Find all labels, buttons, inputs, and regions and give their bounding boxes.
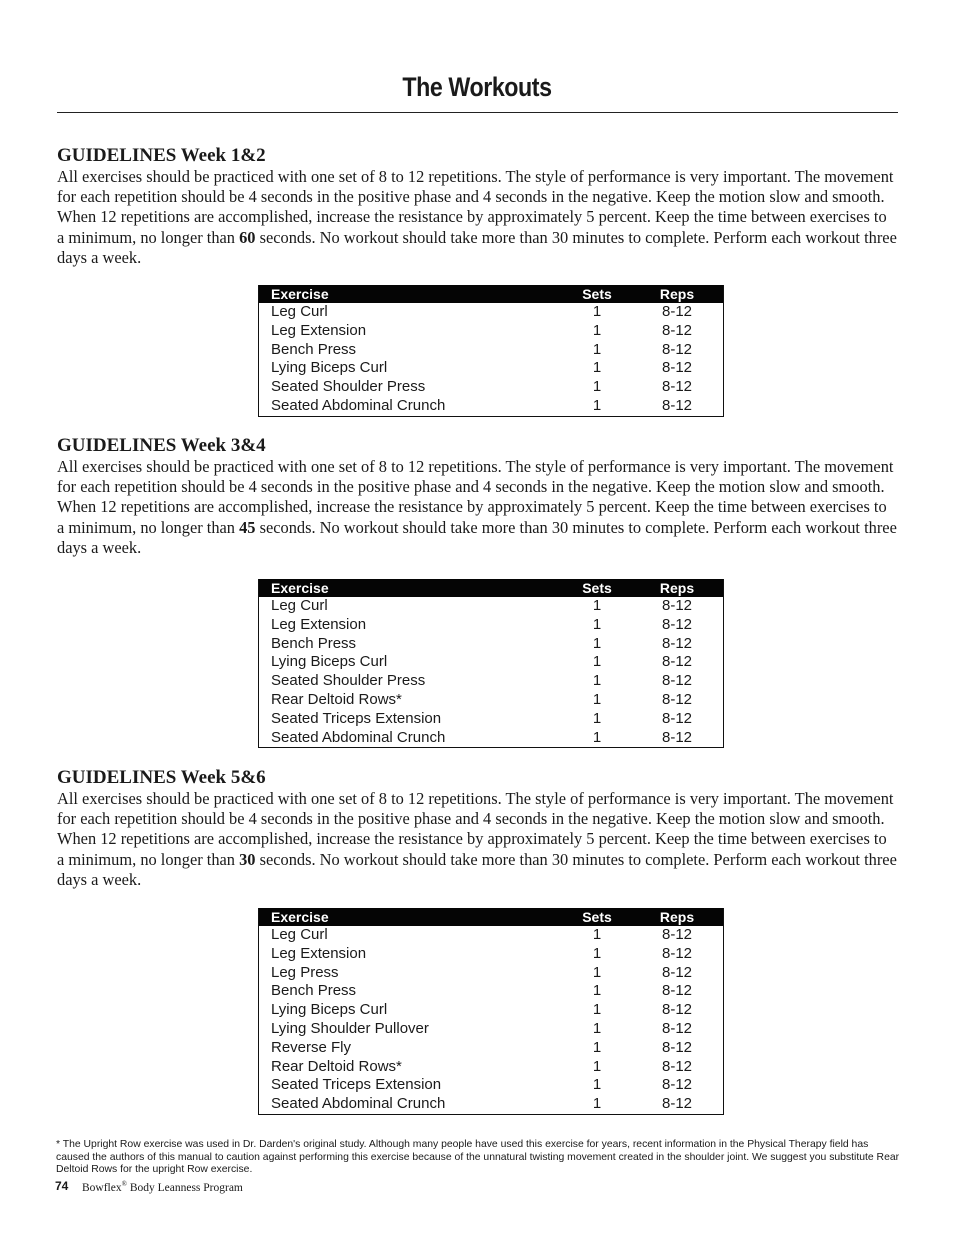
section-week-3-4 (57, 435, 898, 558)
body-text: seconds. No workout should take more than 30 minutes to complete. Perform each workout three days a week. (57, 227, 897, 267)
body-text: All exercises should be practiced with one set of 8 to 12 repetitions. The style of performance is very important. The movement for each repetition should be 4 seconds in the positive phase and 4 seconds in the negative. Keep the motion slow and smooth. When 12 repetitions are accomplished, increase the resistance by approximately 5 percent. Keep the time between exercises to a minimum, no longer than (57, 167, 894, 247)
table-body (259, 597, 723, 747)
exercise-cell: Seated Triceps Extension (271, 709, 442, 727)
header-exercise: Exercise (271, 909, 329, 925)
table-header (259, 908, 723, 926)
reps-cell: 8-12 (661, 672, 693, 690)
table-row (259, 1058, 723, 1077)
header-sets: Sets (582, 580, 612, 596)
body-text: seconds. No workout should take more than 30 minutes to complete. Perform each workout three days a week. (57, 849, 897, 889)
page-title: The Workouts (402, 72, 552, 102)
section-week-5-6 (57, 767, 898, 890)
table-row (259, 729, 723, 748)
table-row (259, 378, 723, 397)
sets-cell: 1 (592, 1001, 602, 1019)
brand-name: Bowflex (82, 1181, 122, 1194)
sets-cell: 1 (592, 303, 602, 320)
table-row (259, 1020, 723, 1039)
exercise-cell: Seated Abdominal Crunch (271, 728, 446, 746)
exercise-cell: Rear Deltoid Rows* (271, 1057, 402, 1075)
exercise-cell: Leg Extension (271, 321, 367, 339)
section-body (57, 457, 898, 558)
sets-cell: 1 (592, 709, 602, 727)
body-text: All exercises should be practiced with one set of 8 to 12 repetitions. The style of performance is very important. The movement for each repetition should be 4 seconds in the positive phase and 4 seconds in the negative. Keep the motion slow and smooth. When 12 repetitions are accomplished, increase the resistance by approximately 5 percent. Keep the time between exercises to a minimum, no longer than (57, 789, 894, 869)
reps-cell: 8-12 (661, 926, 693, 943)
section-week-1-2 (57, 145, 898, 268)
exercise-cell: Bench Press (271, 340, 357, 358)
table-row (259, 945, 723, 964)
header-reps: Reps (659, 286, 695, 302)
exercise-cell: Leg Curl (271, 926, 328, 943)
exercise-cell: Bench Press (271, 982, 357, 1000)
table-row (259, 359, 723, 378)
reps-cell: 8-12 (661, 728, 693, 746)
sets-cell: 1 (592, 944, 602, 962)
table-row (259, 1076, 723, 1095)
reps-cell: 8-12 (661, 1095, 693, 1113)
sets-cell: 1 (592, 653, 602, 671)
reps-cell: 8-12 (661, 303, 693, 320)
workout-table-week-3-4 (258, 579, 724, 748)
table-row (259, 1039, 723, 1058)
sets-cell: 1 (592, 963, 602, 981)
sets-cell: 1 (592, 597, 602, 614)
header-exercise: Exercise (271, 580, 329, 596)
table-header (259, 579, 723, 597)
sets-cell: 1 (592, 1038, 602, 1056)
sets-cell: 1 (592, 634, 602, 652)
exercise-cell: Seated Shoulder Press (271, 672, 426, 690)
sets-cell: 1 (592, 378, 602, 396)
footer-title (82, 1180, 243, 1194)
sets-cell: 1 (592, 340, 602, 358)
reps-cell: 8-12 (661, 615, 693, 633)
rest-seconds: 60 (239, 227, 256, 247)
footnote: * The Upright Row exercise was used in Dr. Darden's original study. Although many people have used this exercise for years, recent information in the Physical Therapy field has caused the authors of this manual to caution against performing this exercise because of the unnatural twisting movement created in the shoulder joint. We suggest you substitute Rear Deltoid Rows for the upright Row exercise. (56, 1139, 900, 1176)
rest-seconds: 30 (239, 849, 256, 869)
sets-cell: 1 (592, 982, 602, 1000)
sets-cell: 1 (592, 1095, 602, 1113)
reps-cell: 8-12 (661, 1019, 693, 1037)
program-name: Body Leanness Program (126, 1181, 243, 1194)
exercise-cell: Seated Abdominal Crunch (271, 1095, 446, 1113)
reps-cell: 8-12 (661, 359, 693, 377)
exercise-cell: Lying Biceps Curl (271, 1001, 388, 1019)
sets-cell: 1 (592, 1019, 602, 1037)
table-row (259, 926, 723, 945)
header-sets: Sets (582, 286, 612, 302)
exercise-cell: Bench Press (271, 634, 357, 652)
exercise-cell: Leg Press (271, 963, 339, 981)
reps-cell: 8-12 (661, 963, 693, 981)
table-row (259, 597, 723, 616)
section-body (57, 789, 898, 890)
reps-cell: 8-12 (661, 321, 693, 339)
section-body (57, 167, 898, 268)
sets-cell: 1 (592, 321, 602, 339)
table-row (259, 616, 723, 635)
table-row (259, 1095, 723, 1114)
header-sets: Sets (582, 909, 612, 925)
reps-cell: 8-12 (661, 1076, 693, 1094)
table-row (259, 341, 723, 360)
table-row (259, 1001, 723, 1020)
header-reps: Reps (659, 580, 695, 596)
table-row (259, 397, 723, 416)
reps-cell: 8-12 (661, 1001, 693, 1019)
sets-cell: 1 (592, 926, 602, 943)
table-row (259, 653, 723, 672)
sets-cell: 1 (592, 396, 602, 414)
exercise-cell: Rear Deltoid Rows* (271, 690, 402, 708)
section-heading: GUIDELINES Week 5&6 (57, 767, 266, 788)
exercise-cell: Seated Shoulder Press (271, 378, 426, 396)
workout-table-week-1-2 (258, 285, 724, 417)
body-text: All exercises should be practiced with one set of 8 to 12 repetitions. The style of performance is very important. The movement for each repetition should be 4 seconds in the positive phase and 4 seconds in the negative. Keep the motion slow and smooth. When 12 repetitions are accomplished, increase the resistance by approximately 5 percent. Keep the time between exercises to a minimum, no longer than (57, 457, 894, 537)
reps-cell: 8-12 (661, 690, 693, 708)
rest-seconds: 45 (239, 517, 256, 537)
reps-cell: 8-12 (661, 634, 693, 652)
exercise-cell: Reverse Fly (271, 1038, 352, 1056)
exercise-cell: Leg Extension (271, 615, 367, 633)
body-text: seconds. No workout should take more than 30 minutes to complete. Perform each workout three days a week. (57, 517, 897, 557)
table-row (259, 672, 723, 691)
header-exercise: Exercise (271, 286, 329, 302)
reps-cell: 8-12 (661, 396, 693, 414)
header-reps: Reps (659, 909, 695, 925)
table-header (259, 285, 723, 303)
title-divider (57, 112, 898, 113)
reps-cell: 8-12 (661, 982, 693, 1000)
sets-cell: 1 (592, 359, 602, 377)
reps-cell: 8-12 (661, 709, 693, 727)
workout-table-week-5-6 (258, 908, 724, 1115)
exercise-cell: Seated Triceps Extension (271, 1076, 442, 1094)
table-row (259, 322, 723, 341)
reps-cell: 8-12 (661, 597, 693, 614)
reps-cell: 8-12 (661, 1038, 693, 1056)
sets-cell: 1 (592, 1076, 602, 1094)
reps-cell: 8-12 (661, 653, 693, 671)
table-row (259, 635, 723, 654)
reps-cell: 8-12 (661, 378, 693, 396)
reps-cell: 8-12 (661, 1057, 693, 1075)
table-body (259, 303, 723, 416)
exercise-cell: Lying Biceps Curl (271, 359, 388, 377)
table-row (259, 710, 723, 729)
trademark-symbol: ® (121, 1180, 127, 1188)
section-heading: GUIDELINES Week 3&4 (57, 435, 266, 456)
exercise-cell: Leg Extension (271, 944, 367, 962)
table-body (259, 926, 723, 1114)
table-row (259, 691, 723, 710)
table-row (259, 964, 723, 983)
exercise-cell: Leg Curl (271, 303, 328, 320)
exercise-cell: Lying Shoulder Pullover (271, 1019, 429, 1037)
exercise-cell: Seated Abdominal Crunch (271, 396, 446, 414)
section-heading: GUIDELINES Week 1&2 (57, 145, 266, 166)
table-row (259, 303, 723, 322)
table-row (259, 982, 723, 1001)
sets-cell: 1 (592, 615, 602, 633)
exercise-cell: Leg Curl (271, 597, 328, 614)
exercise-cell: Lying Biceps Curl (271, 653, 388, 671)
reps-cell: 8-12 (661, 340, 693, 358)
sets-cell: 1 (592, 672, 602, 690)
sets-cell: 1 (592, 1057, 602, 1075)
page-number: 74 (55, 1179, 69, 1193)
sets-cell: 1 (592, 690, 602, 708)
sets-cell: 1 (592, 728, 602, 746)
reps-cell: 8-12 (661, 944, 693, 962)
